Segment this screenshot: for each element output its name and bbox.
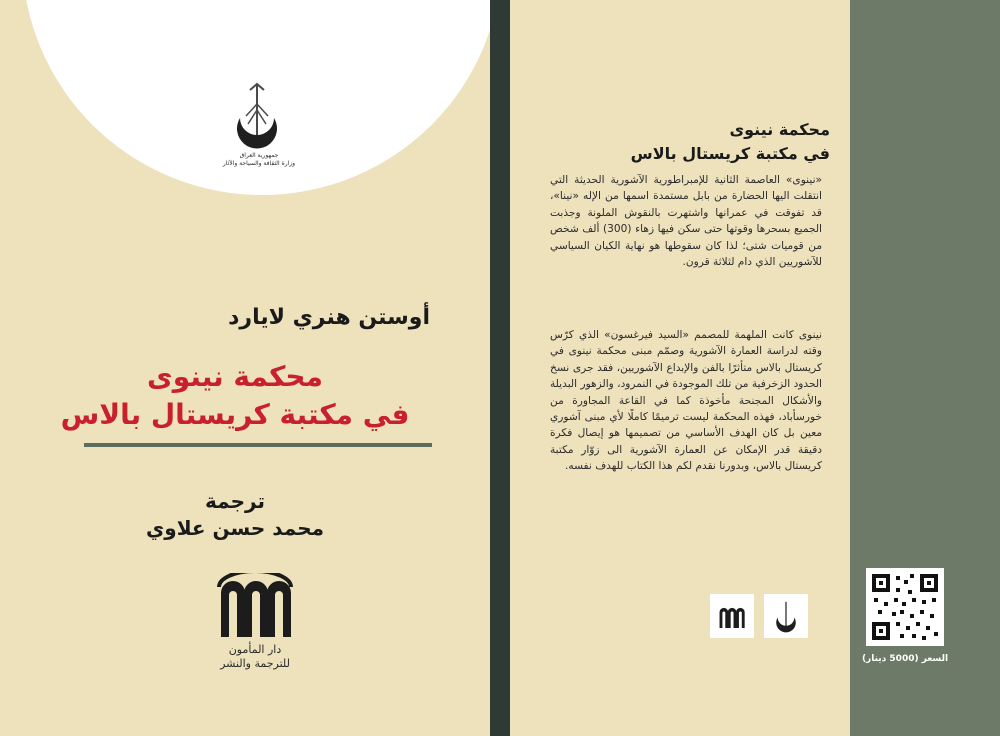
publisher-name-line2: للترجمة والنشر bbox=[220, 657, 290, 670]
book-title-line1: محكمة نينوى bbox=[147, 360, 323, 393]
back-ministry-logo bbox=[764, 594, 808, 638]
back-paragraph-1: «نينوى» العاصمة الثانية للإمبراطورية الآشورية الحديثة التي انتقلت اليها الحضارة من بابل مستمدة اسمها من الإله «نينا»، قد تفوقت في عمرانها واشتهرت بالنقوش الملونة وجذبت الجميع بسحرها وقوتها حتى سكن فيها زهاء (300) ألف شخص من قوميات شتى؛ لذا كان سقوطها هو نهاية الكيان السياسي للآشوريين الذي دام لثلاثة قرون. bbox=[550, 174, 822, 269]
ministry-emblem-icon bbox=[764, 594, 808, 638]
publisher-arch-logo-icon bbox=[710, 594, 754, 638]
back-title-line1: محكمة نينوى bbox=[729, 120, 830, 139]
book-spine bbox=[490, 0, 510, 736]
translator-name: محمد حسن علاوي bbox=[145, 516, 325, 540]
publisher-arch-logo-icon bbox=[217, 573, 293, 639]
publisher-name bbox=[160, 643, 350, 671]
translation-label: ترجمة bbox=[205, 489, 265, 513]
back-publisher-logo bbox=[710, 594, 754, 638]
back-paragraph-2: نينوى كانت الملهمة للمصمم «السيد فيرغسون» الذي كرّس وقته لدراسة العمارة الآشورية وصمّم مبنى محكمة نينوى في كريستال بالاس متأثرًا بالفن والإبداع الآشوريين، فقد جرى نسخ الحدود الزخرفية من تلك الموجودة في النمرود، والزهور البديلة والأشكال المجنحة مأخوذة كما في القاعة المجاورة من خورسأباد، فهذه المحكمة ليست ترميمًا كاملًا لأي مبنى آشوري معين بل كان الهدف الأساسي من تصميمها هو إيصال فكرة دقيقة قدر الإمكان عن العمارة الآشورية الى زوّار مكتبة كريستال بالاس، وبدورنا نقدم لكم هذا الكتاب للهدف نفسه. bbox=[550, 329, 822, 473]
author-name: أوستن هنري لايارد bbox=[228, 305, 430, 330]
book-title-line2: في مكتبة كريستال بالاس bbox=[60, 398, 410, 431]
emblem-caption: جمهورية العراق وزارة الثقافة والسياحة والآثار bbox=[222, 152, 296, 167]
back-title-line2: في مكتبة كريستال بالاس bbox=[630, 144, 830, 163]
price-label: السعر (5000 دينار) bbox=[861, 654, 949, 664]
title-divider bbox=[84, 443, 432, 447]
front-cover bbox=[0, 0, 490, 736]
qr-code-icon bbox=[866, 568, 944, 646]
publisher-name-line1: دار المأمون bbox=[228, 643, 282, 656]
ministry-emblem-icon bbox=[212, 80, 302, 150]
